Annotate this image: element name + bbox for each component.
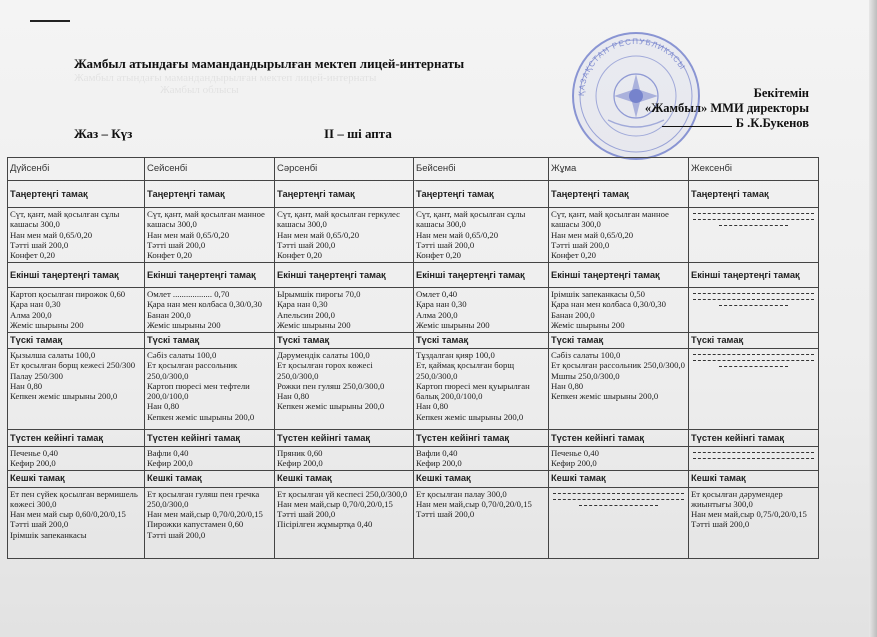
menu-cell — [8, 447, 145, 471]
menu-item-line: Қызылша салаты 100,0 — [10, 350, 96, 360]
meal-label: Кешкі тамақ — [689, 470, 819, 487]
menu-item-line: Кепкен жеміс шырыны 200,0 — [551, 391, 659, 402]
menu-item-line: кашасы 300,0 — [10, 219, 60, 230]
menu-item-line: Ет пен сүйек қосылған вермишель — [10, 488, 138, 499]
menu-item-line: Нан 0,80 — [147, 401, 180, 412]
page-edge-shadow — [869, 0, 877, 637]
day-header: Сәрсенбі — [275, 158, 414, 181]
menu-item-line: 250,0/300,0 — [416, 370, 458, 381]
meal-label: Таңертеңгі тамақ — [8, 181, 145, 208]
menu-cell — [549, 447, 689, 471]
menu-item-line: Вафли 0,40 — [416, 448, 458, 458]
menu-item-line: Кефир 200,0 — [277, 458, 323, 469]
menu-item-line: кашасы 300,0 — [551, 219, 601, 230]
menu-cell — [145, 208, 275, 263]
menu-item-line: Тәтті шай 200,0 — [416, 509, 475, 520]
top-rule — [30, 20, 70, 22]
week-label: II – ші апта — [324, 126, 392, 141]
menu-item-line: Банан 200,0 — [551, 309, 595, 320]
menu-item-line: Ет, қаймақ қосылған борщ — [416, 360, 515, 371]
menu-item-line: Палау 250/300 — [10, 370, 63, 381]
menu-item-line: Сүт, қант, май қосылған сұлы — [416, 209, 526, 219]
menu-cell — [549, 349, 689, 430]
director-name: Б .К.Букенов — [735, 116, 809, 130]
menu-item-line: Ірімшік запеканкасы — [10, 529, 87, 540]
menu-item-line: Тәтті шай 200,0 — [147, 529, 206, 540]
menu-cell — [414, 349, 549, 430]
day-header: Сейсенбі — [145, 158, 275, 181]
menu-item-line: Кепкен жеміс шырыны 200,0 — [10, 391, 118, 402]
dashed-placeholder-line — [693, 299, 814, 301]
menu-item-line: Сүт, қант, май қосылған сұлы — [10, 209, 120, 219]
menu-item-line: Рожки пен гуляш 250,0/300,0 — [277, 380, 385, 391]
empty-menu-cell — [689, 447, 819, 471]
menu-item-line: Нан мен май 0,65/0,20 — [10, 229, 93, 240]
menu-item-line: Қара нан мен колбаса 0,30/0,30 — [147, 299, 262, 310]
weekly-menu-table — [7, 157, 819, 559]
meal-label-row — [8, 430, 819, 447]
dashed-placeholder-line — [693, 354, 814, 356]
menu-cell — [549, 208, 689, 263]
menu-item-line: балық 200,0/100,0 — [416, 391, 483, 402]
menu-item-line: Ет қосылған рассольник 250,0/300,0 — [551, 360, 685, 371]
menu-item-line: Жеміс шырыны 200 — [147, 319, 221, 330]
meal-label: Түскі тамақ — [8, 333, 145, 349]
menu-item-line: Кефир 200,0 — [147, 458, 193, 469]
menu-item-line: Апельсин 200,0 — [277, 309, 335, 320]
menu-item-line: Ет қосылған гуляш пен гречка — [147, 488, 260, 499]
menu-item-line: Нан мен май сыр 0,60/0,20/0,15 — [10, 509, 126, 520]
dashed-placeholder-line — [553, 499, 684, 501]
menu-item-line: Қара нан 0,30 — [416, 299, 467, 310]
menu-item-line: Пирожки капустамен 0,60 — [147, 519, 244, 530]
menu-item-line: Кепкен жеміс шырыны 200,0 — [147, 411, 255, 422]
dashed-placeholder-line — [579, 505, 658, 507]
empty-menu-cell — [689, 349, 819, 430]
bleed-through-text: Жамбыл облысы — [160, 84, 239, 96]
bleed-through-text: Жамбыл атындағы мамандандырылған мектеп лицей-интернаты — [74, 72, 377, 84]
menu-item-line: Ырымшік пирогы 70,0 — [277, 289, 361, 299]
day-header: Бейсенбі — [414, 158, 549, 181]
menu-item-line: Сүт, қант, май қосылған манное — [147, 209, 265, 219]
meal-label: Таңертеңгі тамақ — [275, 181, 414, 208]
dashed-placeholder-line — [719, 225, 788, 227]
menu-cell — [145, 487, 275, 558]
menu-cell — [275, 447, 414, 471]
menu-item-line: Ет қосылған горох көжесі — [277, 360, 373, 371]
menu-item-line: 250,0/300,0 — [147, 498, 189, 509]
menu-item-line: Омлет 0,40 — [416, 289, 458, 299]
menu-item-line: Ет қосылған рассольник — [147, 360, 238, 371]
meal-label-row — [8, 470, 819, 487]
menu-item-line: Жеміс шырыны 200 — [10, 319, 84, 330]
menu-item-line: Кефир 200,0 — [416, 458, 462, 469]
empty-menu-cell — [689, 208, 819, 263]
meal-label: Кешкі тамақ — [549, 470, 689, 487]
menu-item-line: Кепкен жеміс шырыны 200,0 — [277, 401, 385, 412]
meal-label: Түстен кейінгі тамақ — [549, 430, 689, 447]
dashed-placeholder-line — [553, 493, 684, 495]
menu-item-line: Сүт, қант, май қосылған манное — [551, 209, 669, 219]
meal-label: Түскі тамақ — [275, 333, 414, 349]
menu-item-line: Сәбіз салаты 100,0 — [551, 350, 621, 360]
dashed-placeholder-line — [719, 366, 788, 368]
menu-cell — [414, 487, 549, 558]
meal-label-row — [8, 263, 819, 288]
menu-item-line: 250,0/300,0 — [147, 370, 189, 381]
approval-block — [579, 86, 809, 131]
meal-items-row — [8, 487, 819, 558]
dashed-placeholder-line — [693, 452, 814, 454]
menu-item-line: Тәтті шай 200,0 — [277, 509, 336, 520]
menu-item-line: Конфет 0,20 — [416, 250, 462, 261]
menu-item-line: Нан 0,80 — [277, 391, 310, 402]
menu-item-line: Тәтті шай 200,0 — [691, 519, 750, 530]
approval-position: «Жамбыл» ММИ директоры — [644, 101, 809, 115]
menu-item-line: Ет қосылған борщ кежесі 250/300 — [10, 360, 136, 371]
menu-item-line: Банан 200,0 — [147, 309, 191, 320]
meal-items-row — [8, 288, 819, 333]
meal-label: Түстен кейінгі тамақ — [8, 430, 145, 447]
menu-item-line: Сәбіз салаты 100,0 — [147, 350, 217, 360]
meal-label: Түскі тамақ — [549, 333, 689, 349]
menu-item-line: Нан мен май,сыр 0,70/0,20/0,15 — [277, 498, 393, 509]
menu-cell — [414, 208, 549, 263]
menu-cell — [689, 487, 819, 558]
menu-item-line: Тәтті шай 200,0 — [10, 239, 69, 250]
dashed-placeholder-line — [719, 305, 788, 307]
menu-item-line: Мшпы 250,0/300,0 — [551, 370, 620, 381]
menu-item-line: 200,0/100,0 — [147, 391, 189, 402]
menu-cell — [414, 288, 549, 333]
meal-label: Таңертеңгі тамақ — [549, 181, 689, 208]
menu-item-line: Кефир 200,0 — [10, 458, 56, 469]
menu-item-line: Нан мен май 0,65/0,20 — [277, 229, 360, 240]
menu-item-line: Ет қосылған үй кеспесі 250,0/300,0 — [277, 488, 408, 499]
menu-cell — [8, 288, 145, 333]
menu-item-line: Тәтті шай 200,0 — [10, 519, 69, 530]
menu-cell — [275, 288, 414, 333]
menu-cell — [8, 208, 145, 263]
season-label: Жаз – Күз — [74, 126, 133, 141]
menu-cell — [145, 349, 275, 430]
svg-text:ҚАЗАҚСТАН РЕСПУБЛИКАСЫ: ҚАЗАҚСТАН РЕСПУБЛИКАСЫ — [576, 36, 688, 97]
day-header: Жексенбі — [689, 158, 819, 181]
meal-items-row — [8, 208, 819, 263]
days-header-row — [8, 158, 819, 181]
meal-label: Кешкі тамақ — [8, 470, 145, 487]
menu-item-line: Жеміс шырыны 200 — [277, 319, 351, 330]
menu-cell — [275, 349, 414, 430]
meal-label: Таңертеңгі тамақ — [414, 181, 549, 208]
menu-item-line: Нан мен май 0,65/0,20 — [551, 229, 634, 240]
menu-item-line: Конфет 0,20 — [147, 250, 193, 261]
dashed-placeholder-line — [693, 360, 814, 362]
empty-menu-cell — [689, 288, 819, 333]
menu-cell — [8, 487, 145, 558]
menu-item-line: Ет қосылған палау 300,0 — [416, 488, 507, 499]
meal-items-row — [8, 349, 819, 430]
menu-item-line: Ет қосылған дәрумендер — [691, 488, 783, 499]
menu-item-line: Пряник 0,60 — [277, 448, 323, 458]
menu-item-line: Тәтті шай 200,0 — [277, 239, 336, 250]
menu-item-line: Нан мен май 0,65/0,20 — [416, 229, 499, 240]
meal-label: Кешкі тамақ — [145, 470, 275, 487]
menu-cell — [275, 487, 414, 558]
menu-item-line: кашасы 300,0 — [147, 219, 197, 230]
meal-label: Кешкі тамақ — [414, 470, 549, 487]
school-name: Жамбыл атындағы мамандандырылған мектеп лицей-интернаты — [74, 56, 465, 71]
meal-items-row — [8, 447, 819, 471]
menu-item-line: Дәрумендік салаты 100,0 — [277, 350, 370, 360]
menu-item-line: Картоп пюресі мен тефтели — [147, 380, 250, 391]
meal-label: Түскі тамақ — [414, 333, 549, 349]
menu-item-line: Қара нан мен колбаса 0,30/0,30 — [551, 299, 666, 310]
meal-label: Түстен кейінгі тамақ — [414, 430, 549, 447]
menu-item-line: кашасы 300,0 — [416, 219, 466, 230]
menu-item-line: Нан мен май,сыр 0,70/0,20/0,15 — [416, 498, 532, 509]
menu-item-line: Нан 0,80 — [551, 380, 584, 391]
menu-cell — [414, 447, 549, 471]
menu-cell — [145, 288, 275, 333]
menu-item-line: Тәтті шай 200,0 — [147, 239, 206, 250]
menu-item-line: Омлет .................. 0,70 — [147, 289, 230, 299]
menu-item-line: Пісірілген жұмыртқа 0,40 — [277, 519, 373, 530]
meal-label-row — [8, 333, 819, 349]
meal-label: Екінші таңертеңгі тамақ — [275, 263, 414, 288]
menu-item-line: Нан мен май,сыр 0,75/0,20/0,15 — [691, 509, 807, 520]
menu-item-line: Нан мен май,сыр 0,70/0,20/0,15 — [147, 509, 263, 520]
menu-item-line: 250,0/300,0 — [277, 370, 319, 381]
menu-item-line: кашасы 300,0 — [277, 219, 327, 230]
menu-cell — [145, 447, 275, 471]
menu-item-line: Конфет 0,20 — [551, 250, 597, 261]
approval-signature-line — [579, 116, 809, 131]
menu-item-line: Нан мен май 0,65/0,20 — [147, 229, 230, 240]
dashed-placeholder-line — [693, 458, 814, 460]
meal-label: Түстен кейінгі тамақ — [275, 430, 414, 447]
menu-item-line: Тәтті шай 200,0 — [416, 239, 475, 250]
menu-item-line: Қара нан 0,30 — [277, 299, 328, 310]
menu-item-line: Сүт, қант, май қосылған геркулес — [277, 209, 400, 219]
empty-menu-cell — [549, 487, 689, 558]
menu-item-line: Кефир 200,0 — [551, 458, 597, 469]
day-header: Жұма — [549, 158, 689, 181]
menu-item-line: Печенье 0,40 — [10, 448, 58, 458]
approval-title: Бекітемін — [753, 86, 809, 100]
menu-item-line: Картоп қосылған пирожок 0,60 — [10, 289, 126, 299]
meal-label: Таңертеңгі тамақ — [689, 181, 819, 208]
menu-item-line: Нан 0,80 — [416, 401, 449, 412]
meal-label: Екінші таңертеңгі тамақ — [549, 263, 689, 288]
menu-item-line: Конфет 0,20 — [277, 250, 323, 261]
menu-item-line: Алма 200,0 — [416, 309, 458, 320]
menu-cell — [549, 288, 689, 333]
menu-item-line: Картоп пюресі мен қуырылған — [416, 380, 530, 391]
meal-label: Кешкі тамақ — [275, 470, 414, 487]
menu-item-line: Вафли 0,40 — [147, 448, 189, 458]
day-header: Дүйсенбі — [8, 158, 145, 181]
dashed-placeholder-line — [693, 293, 814, 295]
menu-item-line: Тұздалған қияр 100,0 — [416, 350, 495, 360]
meal-label: Екінші таңертеңгі тамақ — [689, 263, 819, 288]
dashed-placeholder-line — [693, 213, 814, 215]
menu-item-line: Жеміс шырыны 200 — [416, 319, 490, 330]
menu-item-line: Тәтті шай 200,0 — [551, 239, 610, 250]
meal-label: Таңертеңгі тамақ — [145, 181, 275, 208]
meal-label: Түстен кейінгі тамақ — [689, 430, 819, 447]
meal-label: Түскі тамақ — [145, 333, 275, 349]
meal-label: Екінші таңертеңгі тамақ — [414, 263, 549, 288]
meal-label: Түстен кейінгі тамақ — [145, 430, 275, 447]
meal-label: Түскі тамақ — [689, 333, 819, 349]
meal-label: Екінші таңертеңгі тамақ — [8, 263, 145, 288]
menu-item-line: Кепкен жеміс шырыны 200,0 — [416, 411, 524, 422]
menu-cell — [8, 349, 145, 430]
menu-item-line: Конфет 0,20 — [10, 250, 56, 261]
menu-item-line: Нан 0,80 — [10, 380, 43, 391]
menu-item-line: Ірімшік запеканкасы 0,50 — [551, 289, 645, 299]
menu-item-line: Алма 200,0 — [10, 309, 52, 320]
menu-item-line: Қара нан 0,30 — [10, 299, 61, 310]
meal-label: Екінші таңертеңгі тамақ — [145, 263, 275, 288]
dashed-placeholder-line — [693, 219, 814, 221]
menu-cell — [275, 208, 414, 263]
meal-label-row — [8, 181, 819, 208]
menu-item-line: жиынтығы 300,0 — [691, 498, 753, 509]
menu-item-line: Печенье 0,40 — [551, 448, 599, 458]
menu-item-line: Жеміс шырыны 200 — [551, 319, 625, 330]
menu-item-line: көжесі 300,0 — [10, 498, 57, 509]
